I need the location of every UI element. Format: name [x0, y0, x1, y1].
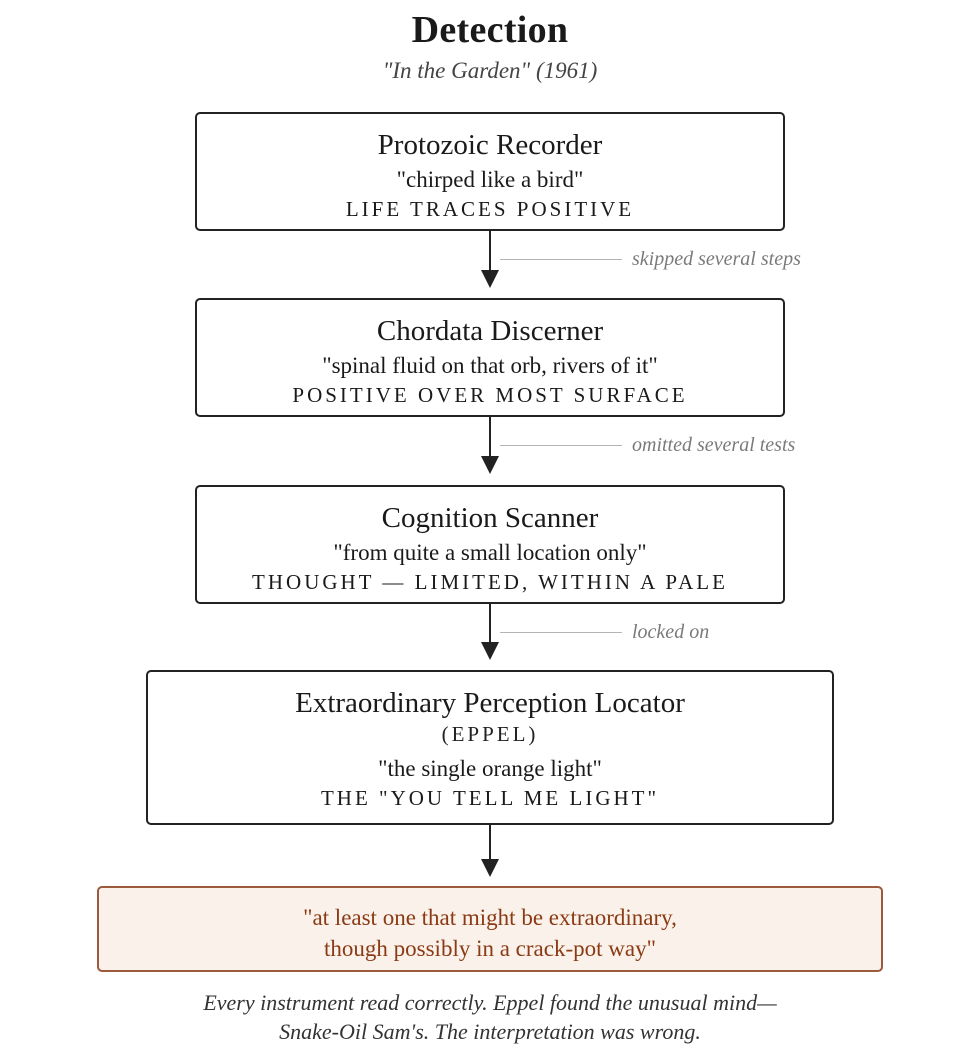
flow-arrow-head — [481, 270, 499, 288]
note-connector — [500, 632, 622, 633]
conclusion-line: though possibly in a crack-pot way" — [324, 936, 656, 961]
stage-reading: THOUGHT — LIMITED, WITHIN A PALE — [252, 570, 728, 594]
stage-box-chordata-discerner — [195, 298, 785, 417]
transition-note: omitted several tests — [632, 434, 796, 456]
flow-arrow-line — [489, 604, 491, 644]
stage-quote: "chirped like a bird" — [396, 167, 584, 192]
flow-arrow-head — [481, 456, 499, 474]
flow-arrow-head — [481, 642, 499, 660]
flow-arrow-line — [489, 417, 491, 458]
stage-reading: THE "YOU TELL ME LIGHT" — [320, 786, 660, 810]
stage-name: Protozoic Recorder — [377, 129, 603, 161]
note-connector — [500, 445, 622, 446]
note-connector — [500, 259, 622, 260]
footer-line: Every instrument read correctly. Eppel found the unusual mind— — [203, 990, 777, 1015]
stage-reading: LIFE TRACES POSITIVE — [345, 197, 635, 221]
footer-line: Snake-Oil Sam's. The interpretation was wrong. — [279, 1019, 701, 1044]
diagram-title: Detection — [411, 9, 569, 51]
stage-box-eppel — [146, 670, 834, 825]
transition-note: locked on — [632, 621, 710, 643]
stage-quote: "from quite a small location only" — [333, 540, 647, 565]
flow-arrow-line — [489, 231, 491, 272]
flow-arrow-line — [489, 825, 491, 861]
stage-quote: "the single orange light" — [378, 756, 602, 781]
stage-name: Cognition Scanner — [381, 502, 599, 534]
stage-reading: POSITIVE OVER MOST SURFACE — [292, 383, 688, 407]
stage-abbreviation: (EPPEL) — [441, 722, 539, 746]
conclusion-line: "at least one that might be extraordinary, — [303, 905, 677, 930]
stage-box-cognition-scanner — [195, 485, 785, 604]
stage-box-protozoic-recorder — [195, 112, 785, 231]
stage-name: Extraordinary Perception Locator — [295, 687, 685, 719]
transition-note: skipped several steps — [632, 248, 801, 270]
flow-arrow-head — [481, 859, 499, 877]
stage-quote: "spinal fluid on that orb, rivers of it" — [322, 353, 658, 378]
footer-caption — [0, 988, 980, 1046]
diagram-subtitle: "In the Garden" (1961) — [382, 58, 598, 83]
conclusion-box — [97, 886, 883, 972]
stage-name: Chordata Discerner — [376, 315, 604, 347]
